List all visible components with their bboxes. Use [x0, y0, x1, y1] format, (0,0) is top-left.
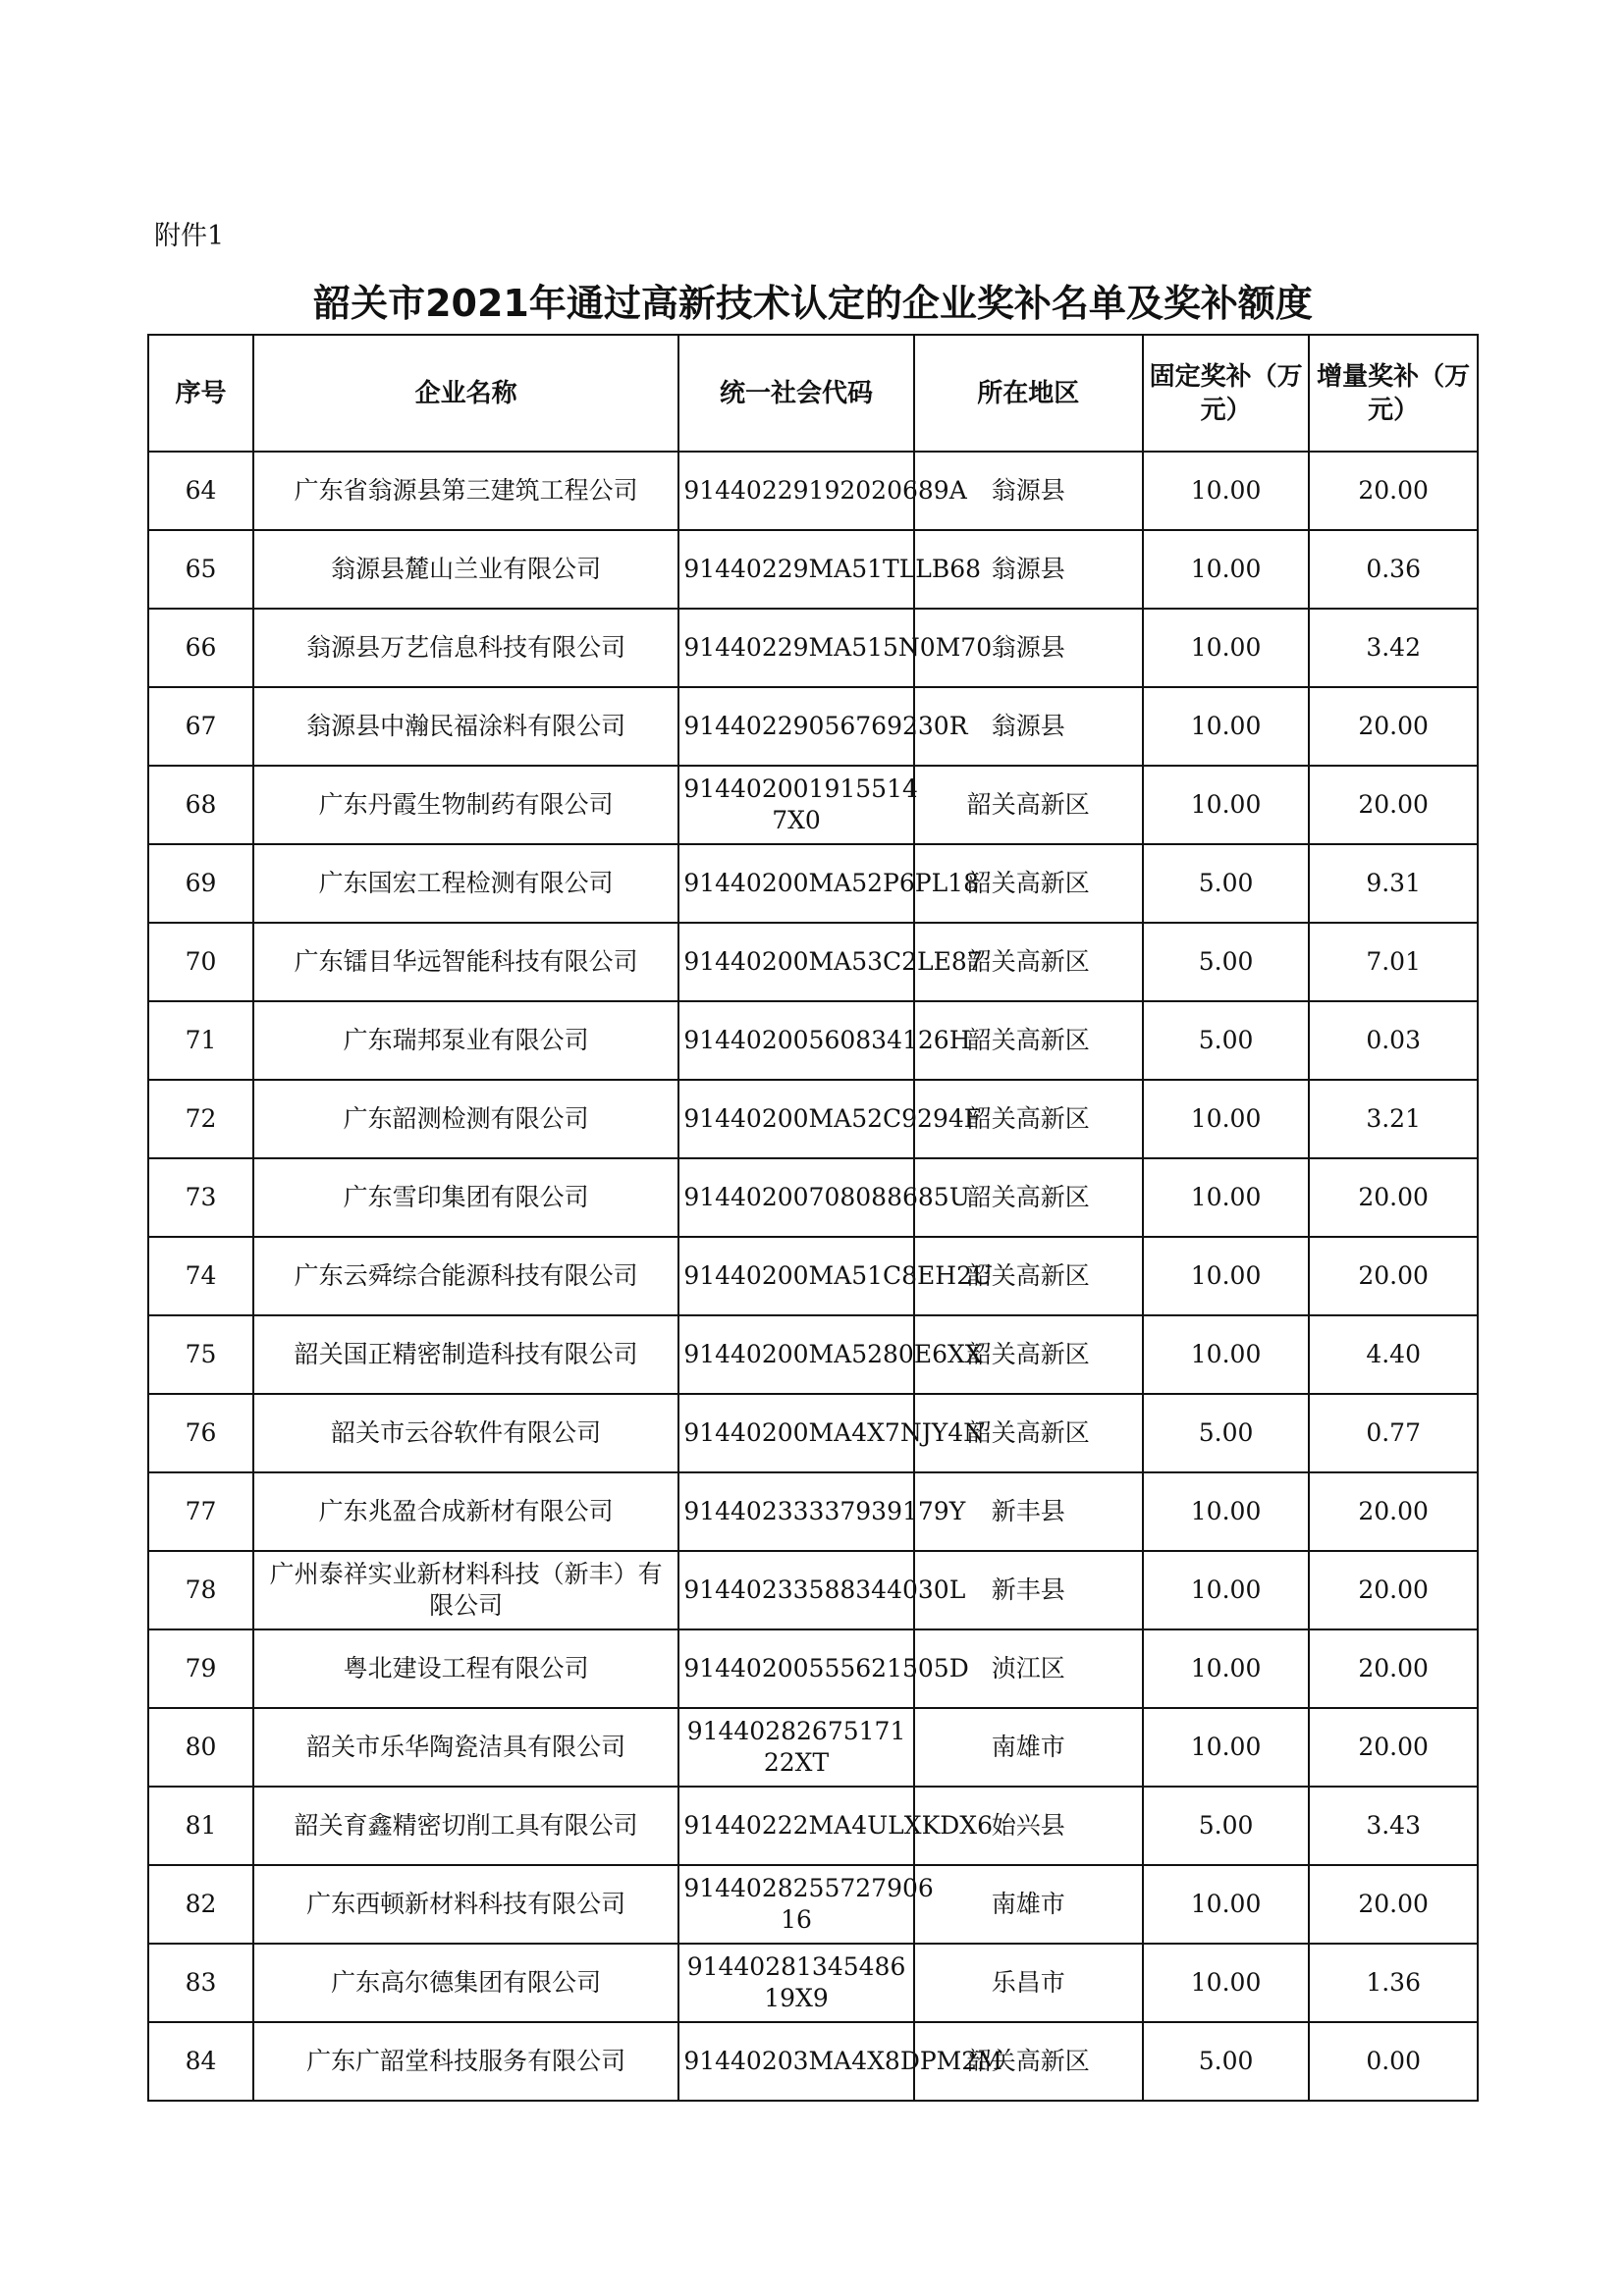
cell-index: 64: [148, 452, 253, 530]
cell-code: 91440203MA4X8DPM2M: [678, 2022, 913, 2101]
cell-code: 91440229MA515N0M70: [678, 609, 913, 687]
table-row: [148, 1394, 1478, 1472]
cell-index: 77: [148, 1472, 253, 1551]
cell-increment: 0.03: [1309, 1001, 1478, 1080]
cell-fixed: 10.00: [1143, 1551, 1310, 1629]
cell-name: 广东云舜综合能源科技有限公司: [253, 1237, 678, 1315]
table-row: [148, 1158, 1478, 1237]
cell-increment: 3.43: [1309, 1787, 1478, 1865]
header-name: 企业名称: [253, 335, 678, 452]
cell-increment: 0.36: [1309, 530, 1478, 609]
cell-fixed: 5.00: [1143, 1787, 1310, 1865]
header-region: 所在地区: [914, 335, 1143, 452]
table-row: [148, 1472, 1478, 1551]
table-row: [148, 1708, 1478, 1787]
cell-increment: 3.42: [1309, 609, 1478, 687]
cell-increment: 20.00: [1309, 1551, 1478, 1629]
table-row: [148, 530, 1478, 609]
cell-code: 91440229056769230R: [678, 687, 913, 766]
cell-name: 韶关国正精密制造科技有限公司: [253, 1315, 678, 1394]
cell-name: 广州泰祥实业新材料科技（新丰）有限公司: [253, 1551, 678, 1629]
cell-region: 韶关高新区: [914, 1001, 1143, 1080]
cell-fixed: 5.00: [1143, 2022, 1310, 2101]
cell-region: 始兴县: [914, 1787, 1143, 1865]
cell-index: 75: [148, 1315, 253, 1394]
table-row: [148, 1237, 1478, 1315]
cell-index: 84: [148, 2022, 253, 2101]
cell-region: 韶关高新区: [914, 1158, 1143, 1237]
table-row: [148, 1944, 1478, 2022]
cell-increment: 20.00: [1309, 687, 1478, 766]
cell-code: 91440200MA4X7NJY4N: [678, 1394, 913, 1472]
cell-fixed: 5.00: [1143, 844, 1310, 923]
cell-fixed: 10.00: [1143, 1472, 1310, 1551]
header-fixed: 固定奖补（万元）: [1143, 335, 1310, 452]
cell-region: 乐昌市: [914, 1944, 1143, 2022]
table-row: [148, 844, 1478, 923]
cell-name: 广东兆盈合成新材有限公司: [253, 1472, 678, 1551]
cell-name: 韶关育鑫精密切削工具有限公司: [253, 1787, 678, 1865]
cell-code: 91440200MA5280E6XX: [678, 1315, 913, 1394]
cell-index: 80: [148, 1708, 253, 1787]
table-row: [148, 2022, 1478, 2101]
cell-increment: 9.31: [1309, 844, 1478, 923]
cell-name: 翁源县中瀚民福涂料有限公司: [253, 687, 678, 766]
cell-index: 70: [148, 923, 253, 1001]
cell-increment: 20.00: [1309, 1708, 1478, 1787]
cell-code: 91440281345486 19X9: [678, 1944, 913, 2022]
cell-region: 浈江区: [914, 1629, 1143, 1708]
cell-region: 翁源县: [914, 687, 1143, 766]
cell-name: 广东广韶堂科技服务有限公司: [253, 2022, 678, 2101]
table-row: [148, 1080, 1478, 1158]
cell-index: 78: [148, 1551, 253, 1629]
cell-code: 914402001915514 7X0: [678, 766, 913, 844]
cell-fixed: 10.00: [1143, 1080, 1310, 1158]
cell-fixed: 10.00: [1143, 1865, 1310, 1944]
cell-index: 79: [148, 1629, 253, 1708]
cell-region: 翁源县: [914, 609, 1143, 687]
cell-code: 91440200MA52C9294F: [678, 1080, 913, 1158]
table-row: [148, 1787, 1478, 1865]
header-increment: 增量奖补（万元）: [1309, 335, 1478, 452]
table-header-row: [148, 335, 1478, 452]
cell-fixed: 10.00: [1143, 530, 1310, 609]
table-row: [148, 609, 1478, 687]
cell-name: 翁源县万艺信息科技有限公司: [253, 609, 678, 687]
cell-index: 82: [148, 1865, 253, 1944]
cell-code: 91440222MA4ULXKDX6: [678, 1787, 913, 1865]
cell-fixed: 5.00: [1143, 1001, 1310, 1080]
cell-region: 韶关高新区: [914, 1315, 1143, 1394]
cell-fixed: 10.00: [1143, 452, 1310, 530]
table-row: [148, 923, 1478, 1001]
cell-region: 翁源县: [914, 452, 1143, 530]
cell-increment: 3.21: [1309, 1080, 1478, 1158]
cell-fixed: 10.00: [1143, 1158, 1310, 1237]
table-row: [148, 1865, 1478, 1944]
cell-region: 韶关高新区: [914, 1237, 1143, 1315]
cell-index: 68: [148, 766, 253, 844]
table-row: [148, 1315, 1478, 1394]
cell-code: 91440229MA51TLLB68: [678, 530, 913, 609]
cell-code: 91440229192020689A: [678, 452, 913, 530]
cell-increment: 1.36: [1309, 1944, 1478, 2022]
cell-index: 81: [148, 1787, 253, 1865]
cell-name: 粤北建设工程有限公司: [253, 1629, 678, 1708]
cell-increment: 20.00: [1309, 766, 1478, 844]
header-code: 统一社会代码: [678, 335, 913, 452]
table-row: [148, 766, 1478, 844]
cell-increment: 20.00: [1309, 452, 1478, 530]
cell-index: 83: [148, 1944, 253, 2022]
cell-index: 66: [148, 609, 253, 687]
cell-name: 翁源县麓山兰业有限公司: [253, 530, 678, 609]
table-row: [148, 687, 1478, 766]
cell-name: 广东高尔德集团有限公司: [253, 1944, 678, 2022]
cell-fixed: 10.00: [1143, 609, 1310, 687]
cell-index: 65: [148, 530, 253, 609]
cell-increment: 20.00: [1309, 1237, 1478, 1315]
page-title: 韶关市2021年通过高新技术认定的企业奖补名单及奖补额度: [313, 282, 1313, 325]
table-row: [148, 452, 1478, 530]
cell-name: 广东韶测检测有限公司: [253, 1080, 678, 1158]
cell-index: 73: [148, 1158, 253, 1237]
cell-region: 南雄市: [914, 1708, 1143, 1787]
cell-index: 72: [148, 1080, 253, 1158]
cell-code: 91440233588344030L: [678, 1551, 913, 1629]
cell-code: 91440200708088685U: [678, 1158, 913, 1237]
cell-name: 广东镭目华远智能科技有限公司: [253, 923, 678, 1001]
cell-fixed: 10.00: [1143, 1237, 1310, 1315]
cell-name: 广东省翁源县第三建筑工程公司: [253, 452, 678, 530]
cell-region: 新丰县: [914, 1472, 1143, 1551]
header-index: 序号: [148, 335, 253, 452]
cell-code: 91440200MA53C2LE87: [678, 923, 913, 1001]
cell-code: 91440200MA52P6PL18: [678, 844, 913, 923]
cell-region: 韶关高新区: [914, 1080, 1143, 1158]
cell-increment: 0.77: [1309, 1394, 1478, 1472]
cell-region: 南雄市: [914, 1865, 1143, 1944]
cell-increment: 0.00: [1309, 2022, 1478, 2101]
table-row: [148, 1551, 1478, 1629]
cell-code: 91440233337939179Y: [678, 1472, 913, 1551]
cell-region: 韶关高新区: [914, 766, 1143, 844]
cell-increment: 20.00: [1309, 1865, 1478, 1944]
cell-fixed: 5.00: [1143, 1394, 1310, 1472]
cell-increment: 4.40: [1309, 1315, 1478, 1394]
cell-code: 91440200MA51C8EH2U: [678, 1237, 913, 1315]
cell-region: 韶关高新区: [914, 1394, 1143, 1472]
cell-fixed: 10.00: [1143, 687, 1310, 766]
cell-increment: 7.01: [1309, 923, 1478, 1001]
cell-region: 韶关高新区: [914, 2022, 1143, 2101]
cell-fixed: 10.00: [1143, 1944, 1310, 2022]
cell-region: 韶关高新区: [914, 923, 1143, 1001]
cell-increment: 20.00: [1309, 1472, 1478, 1551]
cell-region: 韶关高新区: [914, 844, 1143, 923]
cell-name: 广东国宏工程检测有限公司: [253, 844, 678, 923]
cell-fixed: 10.00: [1143, 1708, 1310, 1787]
cell-name: 广东雪印集团有限公司: [253, 1158, 678, 1237]
cell-index: 74: [148, 1237, 253, 1315]
award-table: [147, 334, 1479, 2102]
cell-code: 91440282675171 22XT: [678, 1708, 913, 1787]
table-row: [148, 1001, 1478, 1080]
cell-index: 71: [148, 1001, 253, 1080]
cell-name: 广东瑞邦泵业有限公司: [253, 1001, 678, 1080]
cell-name: 韶关市乐华陶瓷洁具有限公司: [253, 1708, 678, 1787]
cell-name: 韶关市云谷软件有限公司: [253, 1394, 678, 1472]
cell-increment: 20.00: [1309, 1158, 1478, 1237]
cell-fixed: 5.00: [1143, 923, 1310, 1001]
cell-code: 9144028255727906 16: [678, 1865, 913, 1944]
table-row: [148, 1629, 1478, 1708]
cell-fixed: 10.00: [1143, 766, 1310, 844]
cell-fixed: 10.00: [1143, 1315, 1310, 1394]
cell-name: 广东西顿新材料科技有限公司: [253, 1865, 678, 1944]
cell-region: 新丰县: [914, 1551, 1143, 1629]
cell-code: 91440200560834126H: [678, 1001, 913, 1080]
cell-index: 67: [148, 687, 253, 766]
cell-increment: 20.00: [1309, 1629, 1478, 1708]
cell-region: 翁源县: [914, 530, 1143, 609]
cell-index: 69: [148, 844, 253, 923]
cell-code: 91440200555621505D: [678, 1629, 913, 1708]
cell-index: 76: [148, 1394, 253, 1472]
cell-fixed: 10.00: [1143, 1629, 1310, 1708]
attachment-label: 附件1: [154, 221, 225, 251]
cell-name: 广东丹霞生物制药有限公司: [253, 766, 678, 844]
